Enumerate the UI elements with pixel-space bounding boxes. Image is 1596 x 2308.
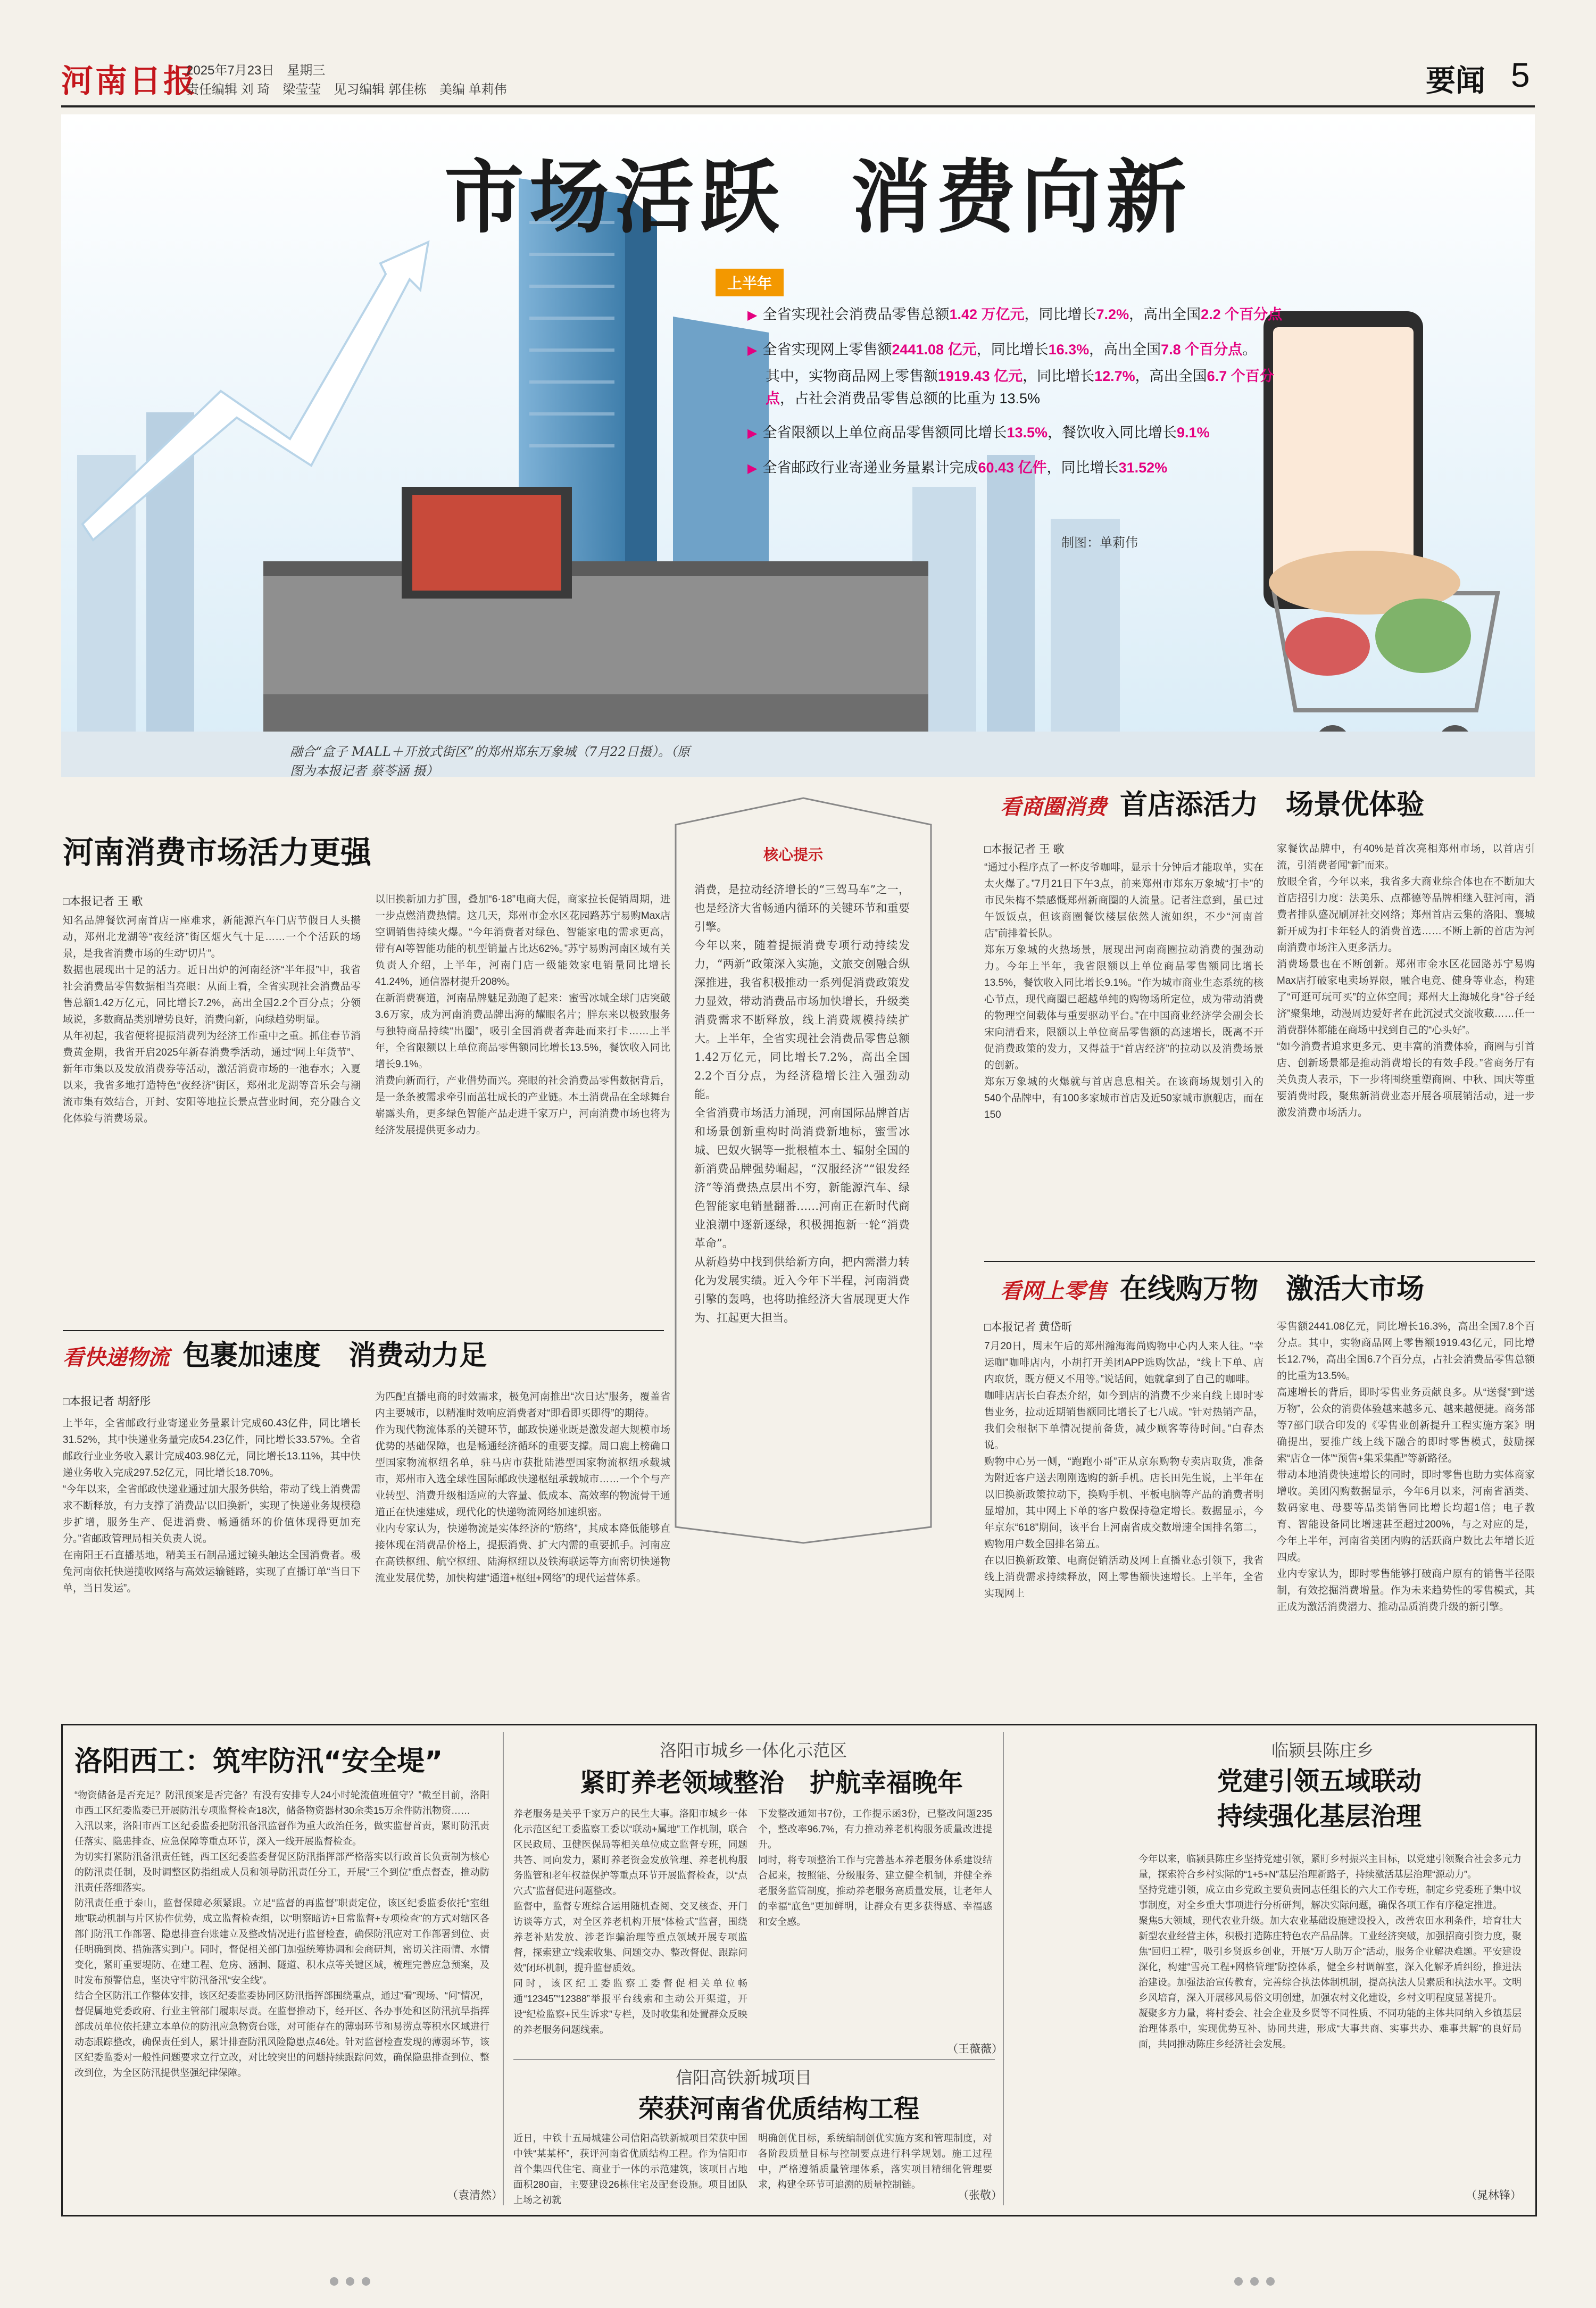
editor-credits: 责任编辑 刘 琦 梁莹莹 见习编辑 郭佳栋 美编 单莉伟 — [186, 82, 507, 97]
article1-column-1: 知名品牌餐饮河南首店一座难求，新能源汽车门店节假日人头攒动，郑州北龙湖等“夜经济”街区烟火气十足……一个个活跃的场景，是我省消费市场的生动“切片”。 数据也展现出十足的活力。近日出炉的河南经济“半年报”中，我省社会消费品零售数据相当亮眼：从面上看，全省实现社会消费品零售总额1.42万亿元，同比增长7.2%，高出全国2.2个百分点；分领域说，多数商品类别增势良好，消费向新，向绿趋势明显。 从年初起，我省便将提振消费列为经济工作重中之重。抓住春节消费黄金期，我省开启2025年新春消费季活动，通过“网上年货节”、新年市集以及发放消费券等活动，激活消费市场的一池春水；入夏以来，我省多地打造特色“夜经济”街区，郑州北龙湖等音乐会与潮流市集有效结合，开封、安阳等地拉长景点营业时间，充分融合文化体验与消费场景。 — [63, 915, 361, 1124]
article2-heading — [63, 1333, 487, 1373]
article1-byline: □本报记者 王 歌 — [63, 895, 143, 908]
infographic-panel — [61, 114, 1535, 777]
infographic-title: 市场活跃 消费向新 — [444, 152, 1192, 244]
article2-kicker: 看快递物流 — [63, 1345, 169, 1370]
stat-above-quota: ▶ 全省限额以上单位商品零售额同比增长13.5%，餐饮收入同比增长9.1% — [747, 425, 1210, 441]
article4-column-2: 零售额2441.08亿元，同比增长16.3%，高出全国7.8个百分点。其中，实物商品网上零售额1919.43亿元，同比增长12.7%，高出全国6.7个百分点，占社会消费品零售总额的比重为13.5%。 高速增长的背后，即时零售业务贡献良多。从“送餐”到“送万物”，公众的消费体验越来越多元、越来越便捷。商务部等7部门联合印发的《零售业创新提升工程实施方案》明确提出，要推广线上线下融合的即时零售模式，鼓励探索“店仓一体”“预售+集采集配”等新路径。 带动本地消费快速增长的同时，即时零售也助力实体商家增收。美团闪购数据显示，今年6月以来，河南省酒类、数码家电、母婴等品类销售同比增长均超1倍；电子教育、智能设备同比增速甚至超过200%，与之对应的是，今年上半年，河南省美团内购的活跃商户数比去年增长近四成。 业内专家认为，即时零售能够打破商户原有的销售半径限制，有效挖掘消费增量。作为未来趋势性的零售模式，其正成为激活消费潜力、推动品质消费升级的新引擎。 — [1277, 1321, 1535, 1613]
bottom1-title: 洛阳西工：筑牢防汛“安全堤” — [74, 1746, 443, 1778]
bottom3-column-1: 近日，中铁十五局城建公司信阳高铁新城项目荣获中国中铁“某某杯”，获评河南省优质结构工程。作为信阳市首个集四代住宅、商业于一体的示范建筑，该项目占地面积280亩，主要建设26栋住宅及配套设施。项目团队上场之初就 — [513, 2133, 747, 2205]
issue-date: 2025年7月23日 星期三 — [186, 63, 326, 78]
bottom2-signoff: （王薇薇） — [947, 2043, 1003, 2055]
bottom2-column-2: 下发整改通知书7份，工作提示函3份，已整改问题235个，整改率96.7%，有力推动养老机构服务质量改进提升。 同时，将专项整治工作与完善基本养老服务体系建设结合起来，按照能、分级服务、建立健全机制，并健全养老服务监管制度，推动养老服务高质量发展，让老年人的幸福“底色”更加鲜明，让群众有更多获得感、幸福感和安全感。 — [758, 1808, 992, 1927]
graphic-credit: 制图：单莉伟 — [1061, 536, 1138, 550]
article2-rule — [63, 1330, 664, 1331]
stat-online-sales: ▶ 全省实现网上零售额2441.08 亿元，同比增长16.3%，高出全国7.8 个百分点。 — [747, 342, 1257, 358]
triangle-bullet-icon: ▶ — [747, 308, 758, 322]
article3-title: 首店添活力 场景优体验 — [1120, 789, 1425, 821]
article4-kicker: 看网上零售 — [1000, 1278, 1107, 1304]
article3-heading — [1000, 782, 1424, 822]
article4-column-1: 7月20日，周末午后的郑州瀚海海尚购物中心内人来人往。“幸运咖”咖啡店内，小胡打开美团APP选购饮品，“线上下单、店内取货，既方便又不用等。”说话间，她就拿到了自己的咖啡。 咖啡店店长白春杰介绍，如今到店的消费不少来自线上即时零售业务，拉动近期销售额同比增长了七八成。“针对热销产品，我们会根据下单情况提前备货，减少顾客等待时间。”白春杰说。 购物中心另一侧，“跑跑小哥”正从京东购物专卖店取货，准备为附近客户送去刚刚选购的新手机。店长田先生说，上半年在以旧换新政策拉动下，换购手机、平板电脑等产品的消费者明显增加，其中网上下单的客户数保持稳定增长。数据显示，今年京东“618”期间，该平台上河南省成交数增速全国排名第二，购物用户数全国排名第五。 在以旧换新政策、电商促销活动及网上直播业态引领下，我省线上消费需求持续释放，网上零售额快速增长。上半年，全省实现网上 — [984, 1341, 1264, 1599]
article3-column-1: “通过小程序点了一杯皮爷咖啡，显示十分钟后才能取单，实在太火爆了。”7月21日下午3点，前来郑州市郑东万象城“打卡”的市民朱梅不禁感慨郑州新商圈的人流量。记者注意到，虽已过午饭饭点，但该商圈餐饮楼层依然人流如织，不少“河南首店”前排着长队。 郑东万象城的火热场景，展现出河南商圈拉动消费的强劲动力。今年上半年，我省限额以上单位商品零售额同比增长13.5%，餐饮收入同比增长9.1%。“作为城市商业生态系统的核心节点，现代商圈已超越单纯的购物场所定位，成为带动消费的物理空间载体与重要驱动平台。”在中国商业经济学会副会长宋向清看来，限额以上单位商品零售额的高速增长，既离不开促消费政策的发力，又得益于“首店经济”的拉动以及消费场景的创新。 郑东万象城的火爆就与首店息息相关。在该商场规划引入的540个品牌中，有100多家城市首店及近50家城市旗舰店，而在150 — [984, 862, 1264, 1120]
article2-column-1: 上半年，全省邮政行业寄递业务量累计完成60.43亿件，同比增长31.52%，其中快递业务量完成54.23亿件，同比增长33.57%。全省邮政行业业务收入累计完成403.98亿元，同比增长13.11%，其中快递业务收入完成297.52亿元，同比增长18.70%。 “今年以来，全省邮政快递业通过加大服务供给，带动了线上消费需求不断释放，有力支撑了消费品‘以旧换新’，实现了快递业务规模稳步扩增，服务生产、促进消费、畅通循环的价值体现得更加充分。”省邮政管理局相关负责人说。 在南阳王石直播基地，精美玉石制品通过镜头触达全国消费者。极兔河南依托快递揽收网络与高效运输链路，实现了直播订单“当日下单，当日发运”。 — [63, 1418, 361, 1594]
article1-title: 河南消费市场活力更强 — [63, 834, 372, 870]
bottom2-kicker: 洛阳市城乡一体化示范区 — [660, 1740, 847, 1761]
stat-postal: ▶ 全省邮政行业寄递业务量累计完成60.43 亿件，同比增长31.52% — [747, 460, 1168, 476]
bottom-divider-1 — [503, 1732, 504, 2205]
bottom1-signoff: （袁清然） — [447, 2189, 503, 2202]
page-number: 5 — [1511, 56, 1530, 94]
core-box-title: 核心提示 — [763, 846, 824, 864]
article3-byline: □本报记者 王 歌 — [984, 843, 1065, 856]
section-name: 要闻 — [1426, 64, 1485, 98]
bottom-divider-2 — [513, 2059, 995, 2060]
bottom4-signoff: （晁林锋） — [1466, 2189, 1522, 2202]
stat-retail-sales: ▶ 全省实现社会消费品零售总额1.42 万亿元，同比增长7.2%，高出全国2.2 个百分点 — [747, 306, 1283, 322]
article2-column-2: 为匹配直播电商的时效需求，极兔河南推出“次日达”服务，覆盖省内主要城市，以精准时效响应消费者对“即看即买即得”的期待。 作为现代物流体系的关键环节，邮政快递业既是激发超大规模市场优势的基础保障，也是畅通经济循环的重要支撑。周口鹿上榜确口型国家物流枢纽名单，驻马店市获批陆港型国家物流枢纽承载城市，郑州市入选全球性国际邮政快递枢纽承载城市……一个个与产业转型、消费升级相适应的大容量、低成本、高效率的物流骨干通道正在快速建成，现代化的快递物流网络加速织密。 业内专家认为，快递物流是实体经济的“筋络”，其成本降低能够直接体现在消费品价格上，提振消费、扩大内需的重要抓手。河南应在高铁枢纽、航空枢纽、陆海枢纽以及铁海联运等方面密切快递物流业发展优势，加快构建“通道+枢纽+网络”的现代运营体系。 — [375, 1391, 670, 1584]
bottom2-column-1: 养老服务是关乎千家万户的民生大事。洛阳市城乡一体化示范区纪工委监察工委以“联动+属地”工作机制，联合区民政局、卫健医保局等相关单位成立监督专班，同题共答、同向发力，紧盯养老资金发放管理、养老机构服务监管和老年权益保护等重点环节开展监督检查，以“点穴式”监督促进问题整改。 监督中，监督专班综合运用随机查阅、交叉核查、开门访谈等方式，对全区养老机构开展“体检式”监督，围绕养老补贴发放、涉老诈骗治理等重点领域开展专项监督，探索建立“线索收集、问题交办、整改督促、跟踪问效”闭环机制，提升监督质效。 同时，该区纪工委监察工委督促相关单位畅通“12345”“12388”举报平台线索和主动公开渠道，开设“纪检监察+民生诉求”专栏，及时收集和处置群众反映的养老服务问题线索。 — [513, 1808, 747, 2035]
triangle-bullet-icon: ▶ — [747, 461, 758, 476]
article2-title: 包裹加速度 消费动力足 — [182, 1340, 487, 1372]
bottom3-signoff: （张敬） — [958, 2189, 1002, 2202]
triangle-bullet-icon: ▶ — [747, 343, 758, 358]
bottom4-kicker: 临颍县陈庄乡 — [1271, 1740, 1374, 1761]
bottom1-text: “物资储备是否充足？防汛预案是否完备？有没有安排专人24小时轮流值班值守？”截至目前，洛阳市西工区纪委监委已开展防汛专项监督检查18次，储备物资器材30余类15万余件防汛物资…… 入汛以来，洛阳市西工区纪委监委把防汛备汛监督作为重大政治任务，做实监督首责，紧盯防汛责任落实、隐患排查、应急保障等重点环节，深入一线开展监督检查。 为切实打紧防汛备汛责任链，西工区纪委监委督促区防汛指挥部严格落实以行政首长负责制为核心的防汛责任制，及时调整区防指组成人员和领导防汛责任分工，开展“三个到位”重点督查，推动防汛责任落细落实。 防汛责任重于泰山，监督保障必须紧跟。立足“监督的再监督”职责定位，该区纪委监委依托“室组地”联动机制与片区协作优势，成立监督检查组，以“明察暗访+日常监督+专项检查”的方式对辖区各部门防汛工作部署、隐患排查台账建立及整改情况进行监督检查，确保防汛应对工作部署到位、责任明确到岗、措施落实到户。同时，督促相关部门加强统筹协调和会商研判，密切关注雨情、水情变化，紧盯重要堤防、在建工程、危房、涵洞、隧道、积水点等关键区域，梳理完善应急预案，及时发布预警信息，坚决守牢防汛备汛“安全线”。 结合全区防汛工作整体安排，该区纪委监委协同区防汛指挥部围绕重点，通过“看”现场、“问”情况，督促属地党委政府、行业主管部门履职尽责。在监督推动下，经开区、各办事处和区防汛抗旱指挥部成员单位依托建立本单位的防汛应急物资台账，对可能存在的薄弱环节和易涝点等积水区域进行动态跟踪整改，确保责任到人，累计排查防汛风险隐患点46处。针对监督检查发现的薄弱环节，该区纪委监委对一般性问题要求立行立改，对比较突出的问题持续跟踪问效，确保隐患排查到位、整改到位，为全区防汛提供坚强纪律保障。 — [74, 1790, 489, 2078]
half-year-tag: 上半年 — [716, 269, 784, 296]
bottom-divider-3 — [1003, 1732, 1004, 2205]
bottom3-kicker: 信阳高铁新城项目 — [676, 2068, 812, 2088]
bottom3-column-2: 明确创优目标，系统编制创优实施方案和管理制度，对各阶段质量目标与控制要点进行科学规划。施工过程中，严格遵循质量管理体系，落实项目精细化管理要求，构建全环节可追溯的质量控制链。 — [758, 2133, 992, 2190]
header-rule — [61, 105, 1535, 107]
newspaper-logo: 河南日报 — [61, 63, 197, 100]
footer-dots-right — [1234, 2277, 1282, 2288]
core-box-text: 消费，是拉动经济增长的“三驾马车”之一，也是经济大省畅通内循环的关键环节和重要引擎。 今年以来，随着提振消费专项行动持续发力，“两新”政策深入实施，文旅交创融合纵深推进，我省积极推动一系列促消费政策发力显效，带动消费品市场加快增长，升级类消费需求不断释放，线上消费规模持续扩大。上半年，全省实现社会消费品零售总额1.42万亿元，同比增长7.2%，高出全国2.2个百分点，为经济稳增长注入强劲动能。 全省消费市场活力涌现，河南国际品牌首店和场景创新重构时尚消费新地标，蜜雪冰城、巴奴火锅等一批根植本土、辐射全国的新消费品牌强势崛起，“汉服经济”“银发经济”等消费热点层出不穷，新能源汽车、绿色智能家电销量翻番……河南正在新时代商业浪潮中逐新逐绿，积极拥抱新一轮“消费革命”。 从新趋势中找到供给新方向，把内需潜力转化为发展实绩。近入今年下半程，河南消费引擎的轰鸣，也将助推经济大省展现更大作为、扛起更大担当。 — [694, 883, 910, 1324]
article4-title: 在线购万物 激活大市场 — [1120, 1273, 1425, 1305]
photo-caption: 融合“盒子 MALL＋开放式街区”的郑州郑东万象城（7月22日摄）。（原图为本报记者 蔡苓涵 摄） — [290, 744, 690, 777]
article2-byline: □本报记者 胡舒彤 — [63, 1396, 151, 1408]
bottom2-title: 紧盯养老领域整治 护航幸福晚年 — [580, 1768, 963, 1798]
article4-rule — [984, 1261, 1535, 1262]
article1-column-2: 以旧换新加力扩围，叠加“6·18”电商大促，商家拉长促销周期，进一步点燃消费热情。这几天，郑州市金水区花园路苏宁易购Max店空调销售持续火爆。“今年消费者对绿色、智能家电的需求更高，带有AI等智能功能的机型销量占比达62%。”苏宁易购河南区域有关负责人介绍，上半年，河南门店一级能效家电销量同比增长41.24%，通信器材提升208%。 在新消费赛道，河南品牌魅足劲跑了起来：蜜雪冰城全球门店突破3.6万家，成为河南消费品牌出海的耀眼名片；胖东来以极致服务与独特商品持续“出圈”，吸引全国消费者奔赴而来打卡……上半年，全省限额以上单位商品零售额同比增长13.5%，餐饮收入同比增长9.1%。 消费向新而行，产业借势而兴。亮眼的社会消费品零售数据背后，是一条条被需求牵引而茁壮成长的产业链。本土消费品在全球舞台崭露头角，更多绿色智能产品走进千家万户，河南消费市场也将为经济发展提供更多动力。 — [375, 894, 670, 1136]
bottom4-text: 今年以来，临颍县陈庄乡坚持党建引领，紧盯乡村振兴主目标，以党建引领聚合社会多元力量，探索符合乡村实际的“1+5+N”基层治理新路子，持续激活基层治理“源动力”。 坚持党建引领，成立由乡党政主要负责同志任组长的六大工作专班，制定乡党委班子集中议事制度，对全乡重大事项进行分析研判，解决实际问题，确保各项工作有序稳定推进。 聚焦5大领域，现代农业升级。加大农业基础设施建设投入，改善农田水利条件，培育壮大新型农业经营主体，积极打造陈庄特色农产品品牌。工业经济突破，加强招商引资力度，聚焦“回归工程”，吸引乡贤返乡创业，开展“万人助万企”活动，服务企业解决难题。平安建设深化，构建“雪亮工程+网格管理”防控体系，健全乡村调解室，深入化解矛盾纠纷，推进法治建设。加强法治宣传教育，完善综合执法体制机制，提高执法人员素质和执法水平。文明乡风培育，深入开展移风易俗文明创建，加强农村文化建设，乡村文明程度显著提升。 凝聚多方力量，将村委会、社会企业及乡贤等不同性质、不同功能的主体共同纳入乡镇基层治理体系中，实现优势互补、协同共进，形成“大事共商、实事共办、难事共解”的良好局面，共同推动陈庄乡经济社会发展。 — [1138, 1854, 1522, 2049]
triangle-bullet-icon: ▶ — [747, 426, 758, 441]
stats-list — [747, 303, 1285, 480]
article4-byline: □本报记者 黄岱昕 — [984, 1321, 1073, 1333]
stat-physical-goods: 其中，实物商品网上零售额1919.43 亿元，同比增长12.7%，高出全国6.7 个百分点，占社会消费品零售总额的比重为 13.5% — [766, 368, 1274, 406]
footer-dots-left — [330, 2277, 378, 2288]
article3-kicker: 看商圈消费 — [1000, 794, 1107, 819]
article4-heading — [1000, 1266, 1424, 1306]
article3-column-2: 家餐饮品牌中，有40%是首次亮相郑州市场，以首店引流，引消费者闻“新”而来。 放眼全省，今年以来，我省多大商业综合体也在不断加大首店招引力度：法美乐、点都德等品牌相继入驻河南，消费者排队盛况刷屏社交网络；郑州首店云集的洛阳、襄城新开成为打卡年轻人的消费首选……不断上新的首店为河南消费市场注入更多活力。 消费场景也在不断创新。郑州市金水区花园路苏宁易购Max店打破家电卖场界限，融合电竞、健身等业态，构建了“可逛可玩可买”的立体空间；郑州大上海城化身“谷子经济”聚集地，动漫周边爱好者在此沉浸式交流收藏……任一消费群体都能在商场中找到自己的“心头好”。 “如今消费者追求更多元、更丰富的消费体验，商圈与引首店、创新场景都是推动消费增长的有效手段。”省商务厅有关负责人表示，下一步将围绕重塑商圈、中秋、国庆等重要消费时段，聚焦新消费业态开展各项展销活动，进一步激发消费市场活力。 — [1277, 843, 1535, 1118]
bottom4-title: 党建引领五域联动 持续强化基层治理 — [1217, 1766, 1422, 1831]
bottom3-title: 荣获河南省优质结构工程 — [638, 2094, 920, 2124]
